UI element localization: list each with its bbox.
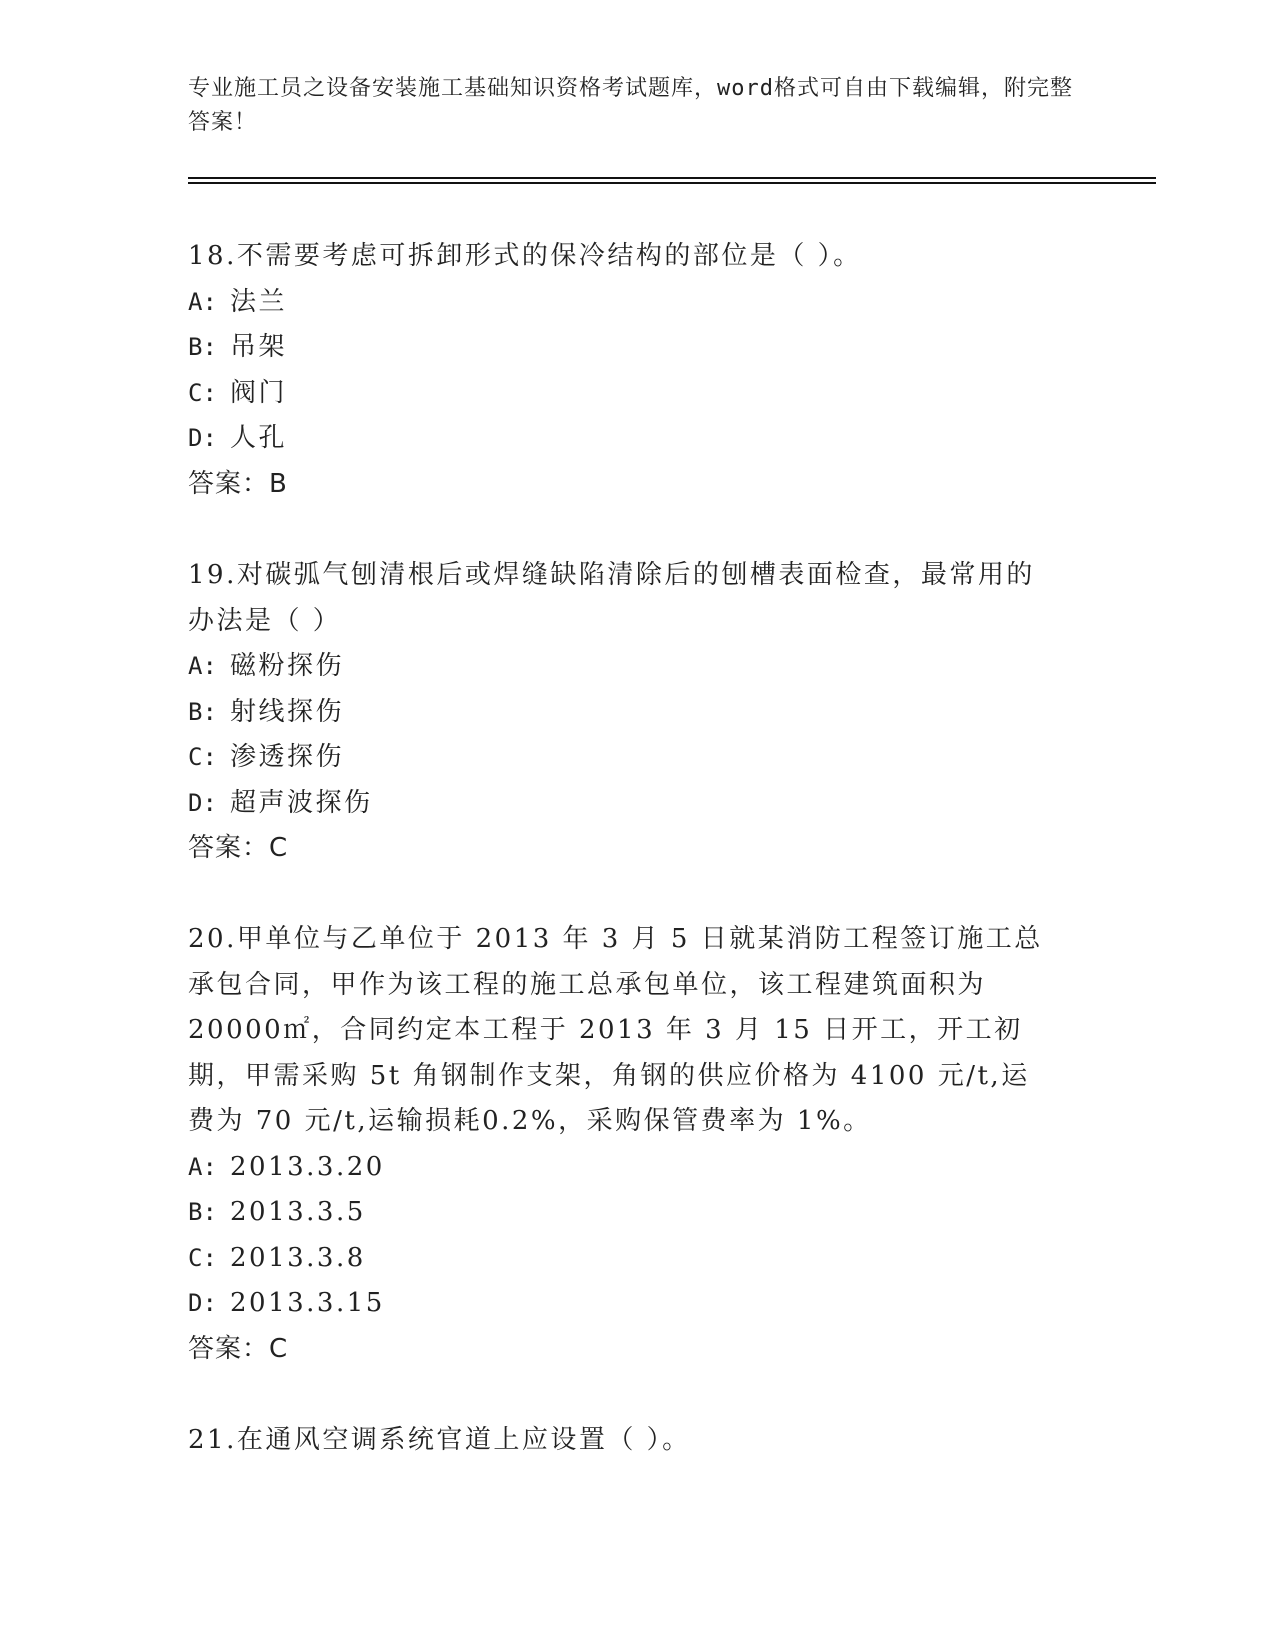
option-c xyxy=(188,1236,1088,1282)
option-key: D: xyxy=(188,1289,217,1317)
question-stem: 19.对碳弧气刨清根后或焊缝缺陷清除后的刨槽表面检查，最常用的办法是（ ） xyxy=(188,560,1035,636)
option-text: 超声波探伤 xyxy=(230,787,373,818)
option-key: A: xyxy=(188,1152,217,1181)
option-text: 射线探伤 xyxy=(230,696,345,727)
option-key: C: xyxy=(188,378,217,407)
answer-line: 答案：C xyxy=(188,833,289,863)
option-key: D: xyxy=(188,788,217,817)
header-divider-top xyxy=(188,177,1156,179)
option-key: D: xyxy=(188,424,217,452)
question-stem: 18.不需要考虑可拆卸形式的保冷结构的部位是（ ）。 xyxy=(188,241,862,271)
option-d xyxy=(188,1281,1088,1327)
option-text: 2013.3.8 xyxy=(230,1242,366,1273)
answer-line: 答案：C xyxy=(188,1333,289,1364)
option-text: 2013.3.20 xyxy=(230,1151,385,1182)
option-b xyxy=(188,325,1088,371)
question-18 xyxy=(188,234,1088,507)
option-a xyxy=(188,644,1088,690)
option-key: B: xyxy=(188,333,217,361)
option-key: A: xyxy=(188,287,217,316)
option-b xyxy=(188,1190,1088,1236)
question-19 xyxy=(188,553,1088,872)
option-key: B: xyxy=(188,1198,217,1226)
option-c xyxy=(188,371,1088,417)
option-text: 2013.3.15 xyxy=(230,1288,385,1318)
option-c xyxy=(188,735,1088,781)
option-key: A: xyxy=(188,652,217,680)
option-key: B: xyxy=(188,697,217,726)
option-d xyxy=(188,416,1088,462)
option-text: 渗透探伤 xyxy=(230,742,345,772)
option-key: C: xyxy=(188,743,217,771)
option-text: 阀门 xyxy=(230,377,288,408)
question-20 xyxy=(188,917,1088,1372)
question-21 xyxy=(188,1418,1088,1464)
header-divider-bottom xyxy=(188,182,1156,184)
option-d xyxy=(188,781,1088,827)
option-b xyxy=(188,690,1088,736)
answer-line: 答案：B xyxy=(188,468,288,499)
option-text: 吊架 xyxy=(230,332,288,362)
question-stem: 20.甲单位与乙单位于 2013 年 3 月 5 日就某消防工程签订施工总承包合同，甲作为该工程的施工总承包单位，该工程建筑面积为 20000㎡，合同约定本工程于 2013 年 3 月 15 日开工，开工初期，甲需采购 5t 角钢制作支架，角钢的供应价格为 4100 元/t,运费为 70 元/t,运输损耗0.2%，采购保管费率为 1%。 xyxy=(188,924,1043,1136)
option-key: C: xyxy=(188,1243,217,1272)
option-text: 人孔 xyxy=(230,423,288,453)
option-text: 2013.3.5 xyxy=(230,1197,366,1227)
document-header: 专业施工员之设备安装施工基础知识资格考试题库，word格式可自由下载编辑，附完整答案！ xyxy=(188,76,1073,135)
option-text: 法兰 xyxy=(230,286,288,317)
option-a xyxy=(188,1145,1088,1191)
option-a xyxy=(188,280,1088,326)
option-text: 磁粉探伤 xyxy=(230,651,345,681)
question-stem: 21.在通风空调系统官道上应设置（ ）。 xyxy=(188,1425,691,1455)
